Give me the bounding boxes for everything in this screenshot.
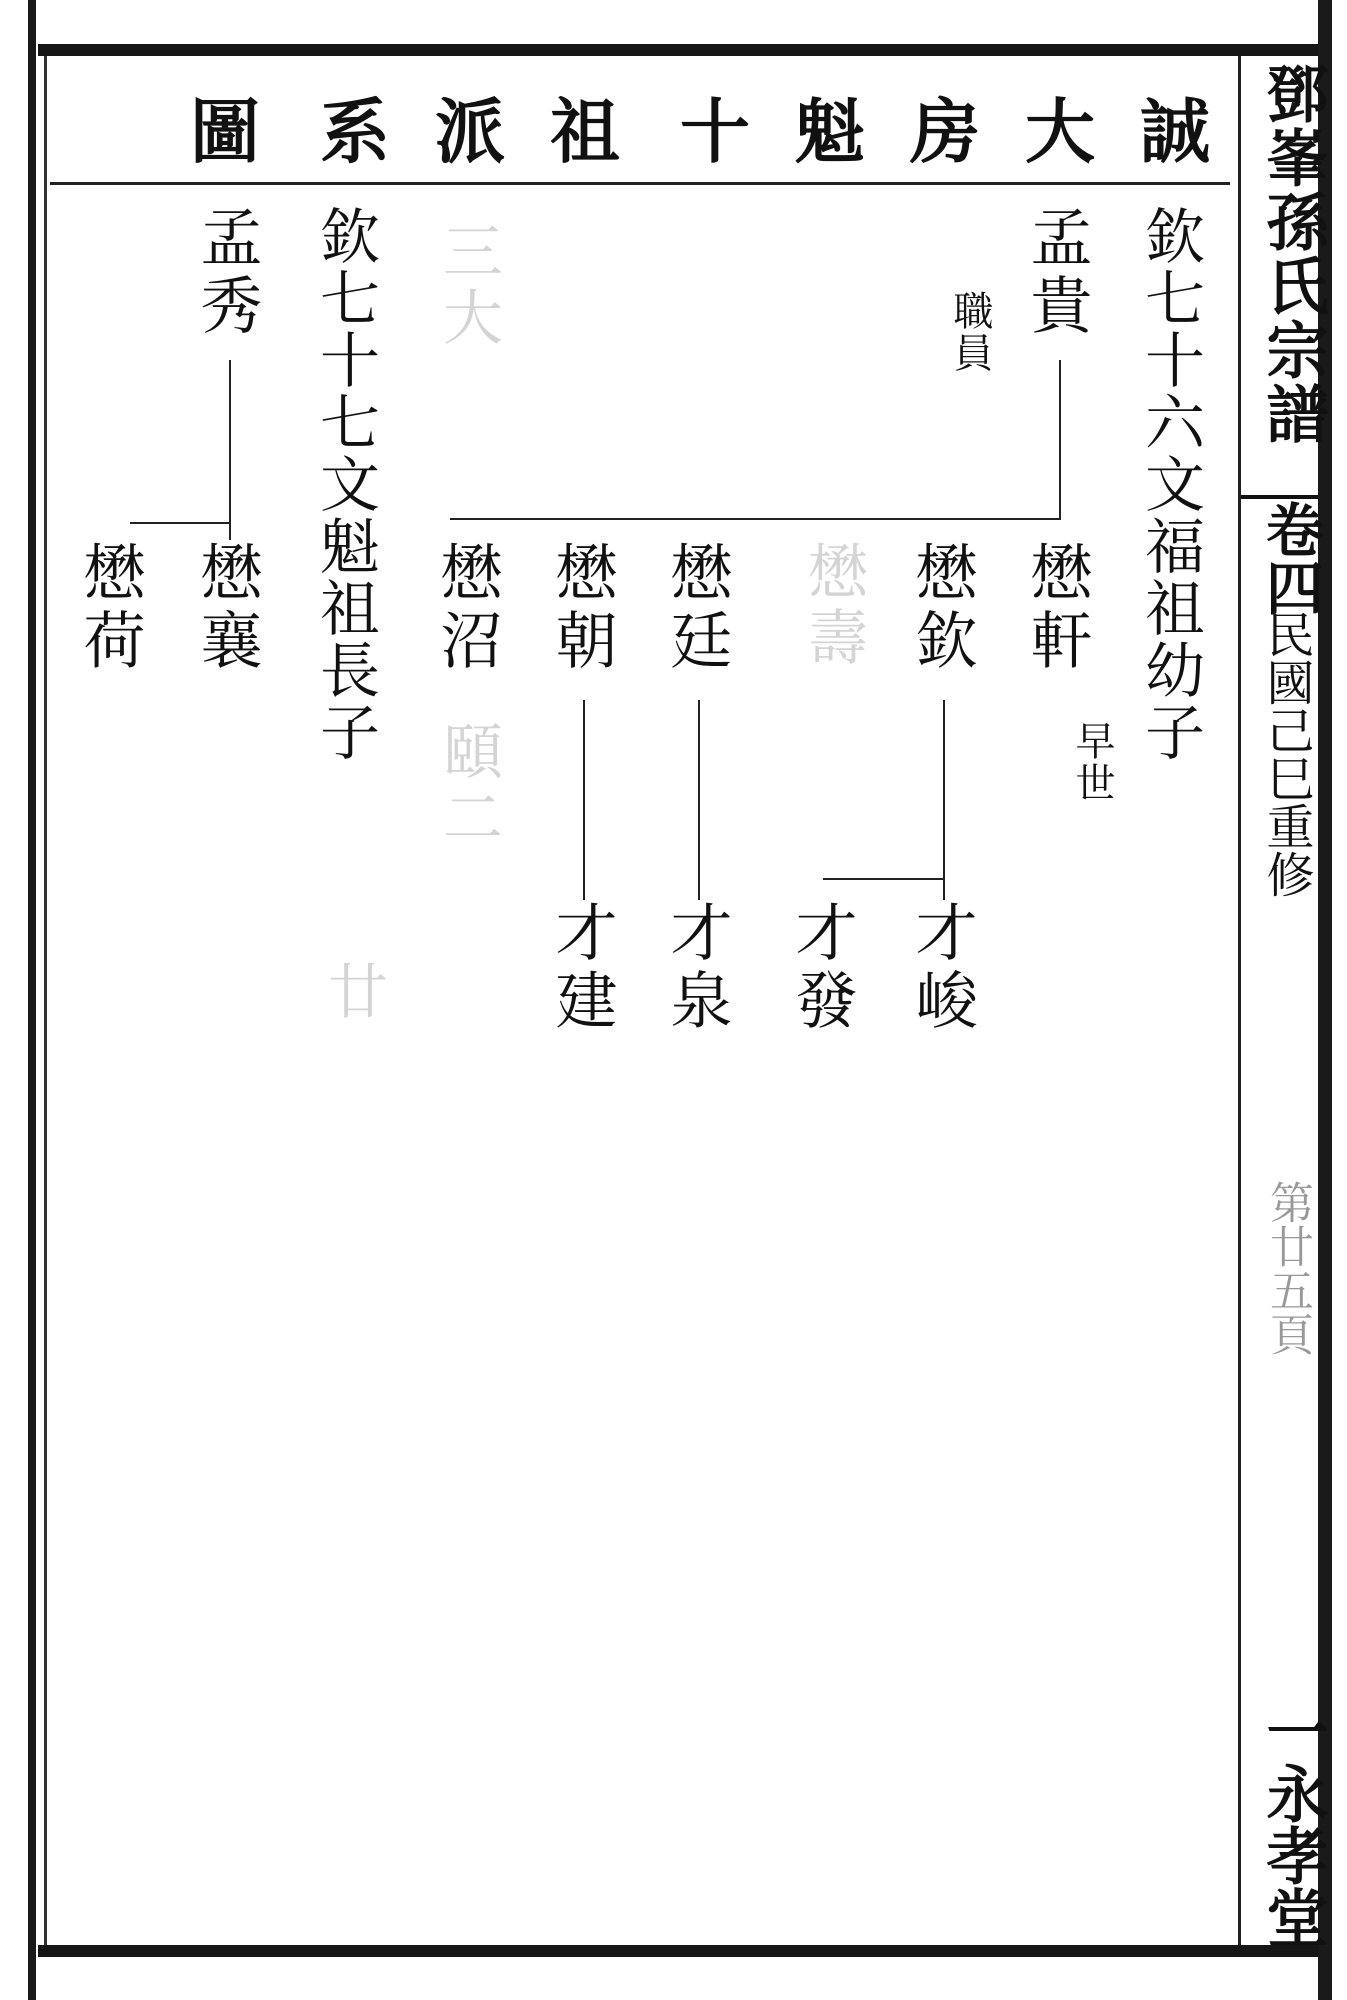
ancestor-entry-wenfu: 欽七十六文福祖幼子 bbox=[1135, 205, 1205, 763]
border-bottom bbox=[38, 1945, 1318, 1957]
title-char-5: 十 bbox=[680, 90, 750, 173]
title-char-6: 祖 bbox=[550, 90, 620, 173]
person-cai-jian: 才建 bbox=[545, 900, 618, 1036]
person-cai-jun: 才峻 bbox=[905, 900, 978, 1036]
note-meng-gui: 職員 bbox=[947, 290, 993, 374]
page-edge-left bbox=[28, 0, 36, 2000]
book-title: 鄧峯孫氏宗譜 bbox=[1256, 62, 1329, 446]
person-meng-gui: 孟貴 bbox=[1020, 205, 1093, 341]
lineage-line bbox=[1059, 360, 1061, 520]
person-mao-ting: 懋廷 bbox=[660, 540, 733, 676]
person-mao-xiang: 懋襄 bbox=[190, 540, 263, 676]
title-divider bbox=[50, 182, 1230, 185]
person-mao-xuan: 懋軒 bbox=[1020, 540, 1093, 676]
person-mao-chao: 懋朝 bbox=[545, 540, 618, 676]
person-cai-fa: 才發 bbox=[785, 900, 858, 1036]
title-char-4: 魁 bbox=[795, 90, 865, 173]
person-mao-zhao: 懋沼 bbox=[430, 540, 503, 676]
bleed-through-text: 頤二 bbox=[433, 720, 503, 852]
note-mao-xuan: 早世 bbox=[1069, 720, 1115, 804]
edition-label: 民國己巳重修 bbox=[1258, 610, 1314, 898]
person-mao-he: 懋荷 bbox=[73, 540, 146, 676]
bleed-through-text: 三大 bbox=[433, 220, 503, 352]
lineage-line bbox=[229, 360, 231, 540]
lineage-line bbox=[943, 700, 945, 900]
title-char-9: 圖 bbox=[190, 90, 260, 173]
person-cai-quan: 才泉 bbox=[660, 900, 733, 1036]
hall-name: 一永孝堂 bbox=[1256, 1700, 1329, 1948]
person-mao-qin: 懋欽 bbox=[905, 540, 978, 676]
lineage-line bbox=[130, 522, 231, 524]
title-char-3: 房 bbox=[910, 90, 980, 173]
page-marker: 第廿五頁 bbox=[1262, 1180, 1313, 1356]
lineage-line bbox=[450, 518, 1061, 520]
ancestor-entry-wenkui: 欽七十七文魁祖長子 bbox=[310, 205, 380, 763]
title-char-2: 大 bbox=[1025, 90, 1095, 173]
title-char-8: 系 bbox=[320, 90, 390, 173]
person-meng-xiu: 孟秀 bbox=[190, 205, 263, 341]
inner-border-left bbox=[44, 56, 47, 1945]
lineage-line bbox=[583, 700, 585, 900]
lineage-line bbox=[698, 700, 700, 900]
bleed-through-text: 懋壽 bbox=[798, 540, 868, 672]
side-divider bbox=[1241, 495, 1318, 499]
title-char-1: 誠 bbox=[1140, 90, 1210, 173]
bleed-through-text: 廿 bbox=[318, 960, 388, 1026]
title-char-7: 派 bbox=[435, 90, 505, 173]
lineage-line bbox=[823, 878, 945, 880]
border-top bbox=[38, 44, 1318, 56]
volume-label: 卷四 bbox=[1256, 500, 1324, 616]
